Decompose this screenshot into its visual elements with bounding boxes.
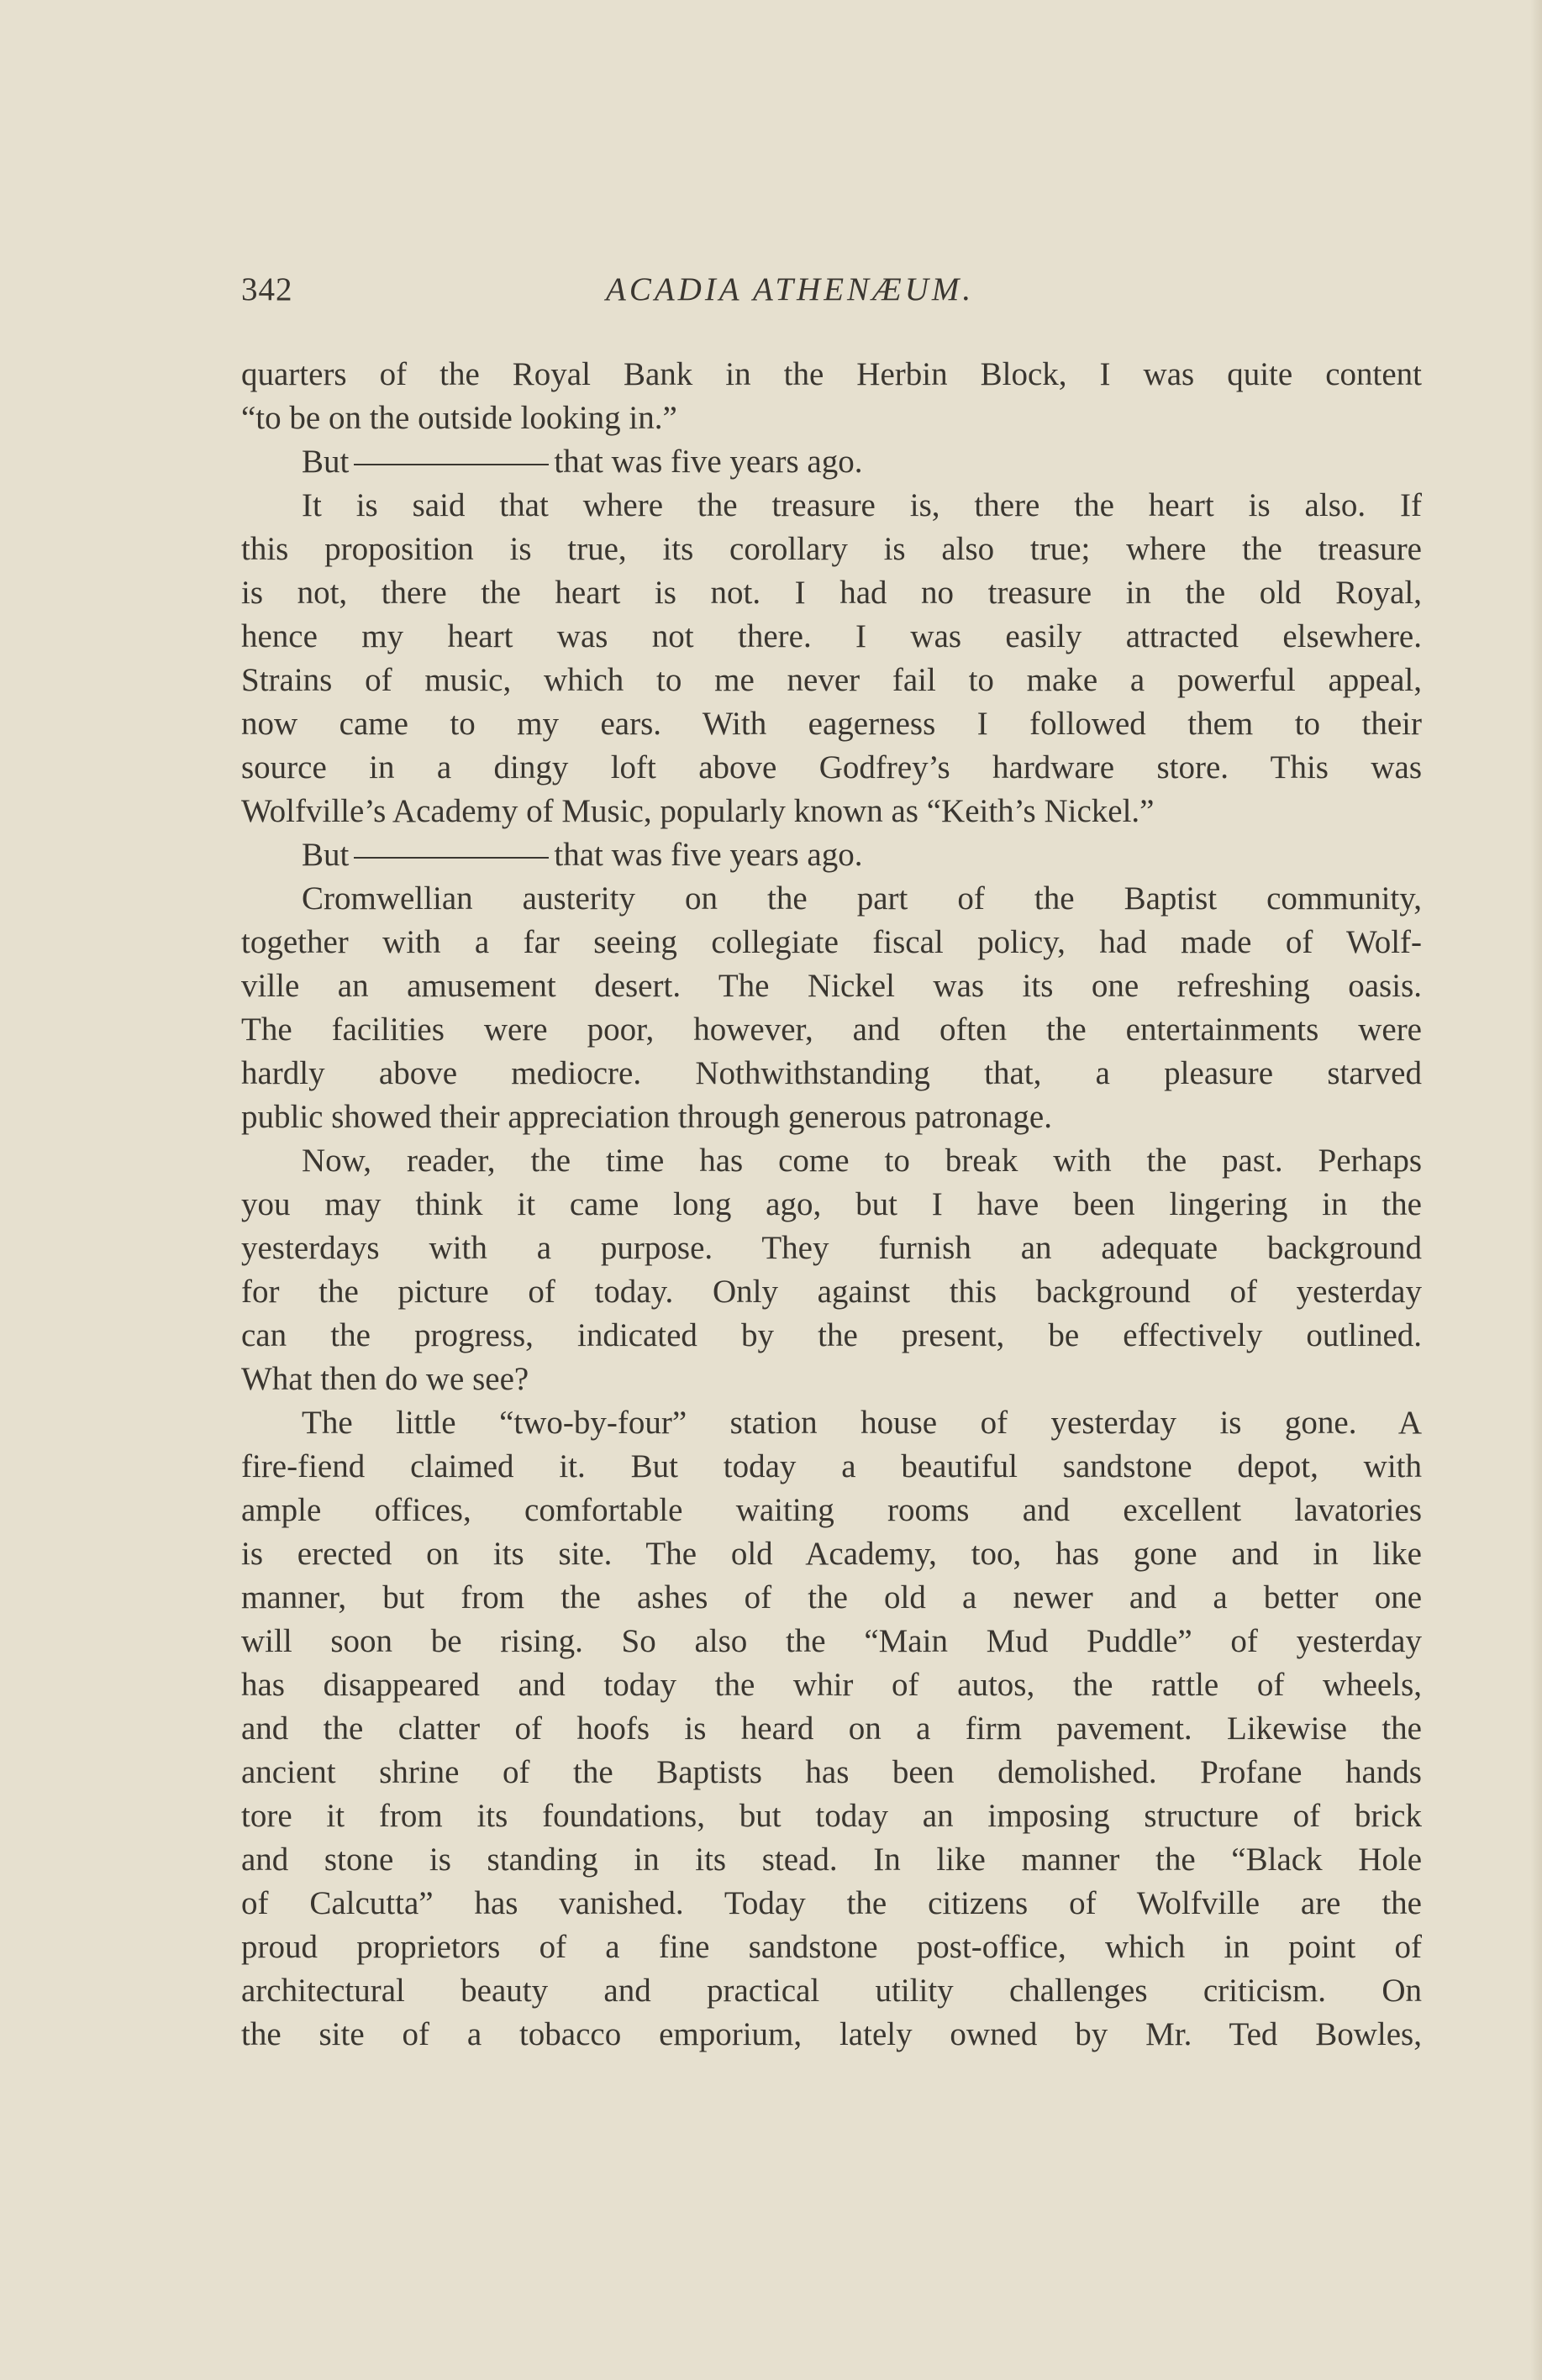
text-line: ville an amusement desert. The Nickel was its one refreshing oasis.: [241, 968, 1422, 1004]
text-line: ancient shrine of the Baptists has been demolished. Profane hands: [241, 1754, 1422, 1790]
text-line: you may think it came long ago, but I have been lingering in the: [241, 1186, 1422, 1222]
text-line: Strains of music, which to me never fail to make a powerful appeal,: [241, 662, 1422, 698]
text-line: is not, there the heart is not. I had no treasure in the old Royal,: [241, 575, 1422, 611]
dash-line-text: that was five years ago.: [554, 444, 863, 480]
text-line: Wolfville’s Academy of Music, popularly known as “Keith’s Nickel.”: [241, 793, 1155, 829]
text-line: It is said that where the treasure is, there the heart is also. If: [302, 487, 1422, 523]
text-line: yesterdays with a purpose. They furnish an adequate background: [241, 1230, 1422, 1266]
text-line: source in a dingy loft above Godfrey’s hardware store. This was: [241, 749, 1422, 785]
text-line: manner, but from the ashes of the old a newer and a better one: [241, 1579, 1422, 1616]
text-line-dash: [241, 833, 1422, 877]
page-number: 342: [241, 271, 293, 307]
text-line: ample offices, comfortable waiting rooms and excellent lavatories: [241, 1492, 1422, 1528]
dash-word: But: [302, 444, 350, 480]
text-line: proud proprietors of a fine sandstone post-office, which in point of: [241, 1929, 1422, 1965]
text-line: fire-fiend claimed it. But today a beautiful sandstone depot, with: [241, 1448, 1422, 1484]
text-line: The little “two-by-four” station house of yesterday is gone. A: [302, 1405, 1422, 1441]
em-rule: [354, 464, 549, 465]
text-line: hence my heart was not there. I was easily attracted elsewhere.: [241, 618, 1422, 654]
text-line: and the clatter of hoofs is heard on a firm pavement. Likewise the: [241, 1710, 1422, 1747]
text-line: architectural beauty and practical utility challenges criticism. On: [241, 1973, 1422, 2009]
text-line: hardly above mediocre. Nothwithstanding that, a pleasure starved: [241, 1055, 1422, 1091]
running-title: ACADIA ATHENÆUM.: [606, 271, 975, 307]
page-header: [241, 271, 1422, 321]
text-line: of Calcutta” has vanished. Today the citizens of Wolfville are the: [241, 1885, 1422, 1921]
text-line-dash: [241, 440, 1422, 484]
text-line: the site of a tobacco emporium, lately owned by Mr. Ted Bowles,: [241, 2016, 1422, 2052]
text-line: is erected on its site. The old Academy, too, has gone and in like: [241, 1536, 1422, 1572]
text-line: together with a far seeing collegiate fiscal policy, had made of Wolf-: [241, 924, 1422, 960]
dash-line-text: that was five years ago.: [554, 837, 863, 873]
text-line: What then do we see?: [241, 1361, 529, 1397]
text-line: tore it from its foundations, but today an imposing structure of brick: [241, 1798, 1422, 1834]
text-line: has disappeared and today the whir of autos, the rattle of wheels,: [241, 1667, 1422, 1703]
text-line: public showed their appreciation through generous patronage.: [241, 1099, 1052, 1135]
text-line: quarters of the Royal Bank in the Herbin Block, I was quite content: [241, 356, 1422, 392]
text-line: The facilities were poor, however, and often the entertainments were: [241, 1011, 1422, 1048]
text-line: now came to my ears. With eagerness I followed them to their: [241, 706, 1422, 742]
text-line: Cromwellian austerity on the part of the Baptist community,: [302, 880, 1422, 917]
page-edge-shadow: [1530, 0, 1542, 2380]
body-text: [241, 353, 1422, 2057]
text-line: and stone is standing in its stead. In like manner the “Black Hole: [241, 1841, 1422, 1878]
text-line: can the progress, indicated by the present, be effectively outlined.: [241, 1317, 1422, 1353]
text-line: will soon be rising. So also the “Main Mud Puddle” of yesterday: [241, 1623, 1422, 1659]
dash-word: But: [302, 837, 350, 873]
text-line: “to be on the outside looking in.”: [241, 400, 677, 436]
em-rule: [354, 857, 549, 859]
text-line: this proposition is true, its corollary is also true; where the treasure: [241, 531, 1422, 567]
text-line: for the picture of today. Only against this background of yesterday: [241, 1274, 1422, 1310]
text-line: Now, reader, the time has come to break with the past. Perhaps: [302, 1143, 1422, 1179]
